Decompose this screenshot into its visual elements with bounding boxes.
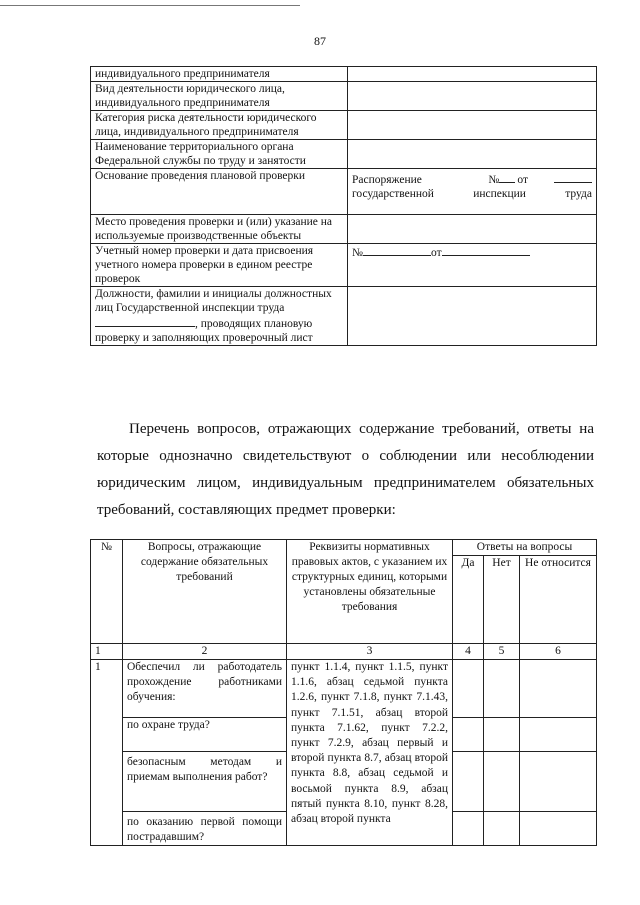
question-text: безопасным методам и приемам выполнения работ?: [123, 752, 287, 812]
basis-from-text: от: [517, 174, 528, 186]
checklist-table: [90, 539, 597, 846]
basis-value: [348, 169, 597, 215]
column-number: 4: [453, 644, 484, 660]
answer-na-cell[interactable]: [520, 812, 597, 846]
header-number: №: [91, 540, 123, 644]
row-label: Основание проведения плановой проверки: [91, 169, 348, 215]
question-text: Обеспечил ли работодатель прохождение работниками обучения:: [123, 660, 287, 718]
row-label: Учетный номер проверки и дата присвоения учетного номера проверки в едином реестре проверок: [91, 244, 348, 287]
row-label: Место проведения проверки и (или) указание на используемые производственные объекты: [91, 215, 348, 244]
row-label: [91, 287, 348, 346]
basis-line2-word2: инспекции: [473, 188, 526, 200]
column-numbers-row: [91, 644, 597, 660]
questions-list-intro: Перечень вопросов, отражающих содержание требований, ответы на которые однозначно свидетельствуют о соблюдении или несоблюдении юридическим лицом, индивидуальным предпринимателем обязательных требований, составляющих предмет проверки:: [97, 421, 594, 518]
date-blank: [442, 244, 530, 256]
basis-line2-word3: труда: [565, 188, 592, 200]
question-text: по охране труда?: [123, 718, 287, 752]
answer-yes-cell[interactable]: [453, 752, 484, 812]
date-blank: [554, 171, 592, 183]
header-questions: Вопросы, отражающие содержание обязательных требований: [123, 540, 287, 644]
row-value-cell: [348, 140, 597, 169]
row-label: Категория риска деятельности юридического лица, индивидуального предпринимателя: [91, 111, 348, 140]
number-blank: [363, 244, 431, 256]
inspectors-label-part3: проводящих плановую проверку и заполняющих проверочный лист: [95, 318, 313, 344]
column-number: 5: [484, 644, 520, 660]
row-value-cell: [348, 287, 597, 346]
answer-no-cell[interactable]: [484, 812, 520, 846]
page-top-edge-line: [0, 0, 300, 6]
inspectors-label-comma: ,: [195, 318, 198, 330]
answer-yes-cell[interactable]: [453, 660, 484, 718]
row-value-cell: [348, 67, 597, 82]
table-row: [91, 111, 597, 140]
basis-order-text: Распоряжение: [352, 174, 422, 186]
inspection-info-table: [90, 66, 597, 346]
header-requisites: Реквизиты нормативных правовых актов, с указанием их структурных единиц, которыми установлены обязательные требования: [287, 540, 453, 644]
header-not-applicable: Не относится: [520, 556, 597, 644]
answer-no-cell[interactable]: [484, 660, 520, 718]
question-text: по оказанию первой помощи пострадавшим?: [123, 812, 287, 846]
table-row: [91, 215, 597, 244]
table-row: [91, 169, 597, 215]
row-value-cell: [348, 215, 597, 244]
header-answers: Ответы на вопросы: [453, 540, 597, 556]
inspection-name-blank: [95, 315, 195, 327]
column-number: 1: [91, 644, 123, 660]
basis-line2-word1: государственной: [352, 188, 434, 200]
column-number: 2: [123, 644, 287, 660]
registry-number-sign: №: [352, 247, 363, 259]
answer-na-cell[interactable]: [520, 752, 597, 812]
row-label: Вид деятельности юридического лица, индивидуального предпринимателя: [91, 82, 348, 111]
row-label: Наименование территориального органа Федеральной службы по труду и занятости: [91, 140, 348, 169]
table-row: [91, 67, 597, 82]
answer-yes-cell[interactable]: [453, 718, 484, 752]
row-value-cell: [348, 111, 597, 140]
answer-no-cell[interactable]: [484, 718, 520, 752]
column-number: 3: [287, 644, 453, 660]
header-yes: Да: [453, 556, 484, 644]
question-number: 1: [91, 660, 123, 846]
page-number: 87: [314, 34, 326, 48]
requisites-text: пункт 1.1.4, пункт 1.1.5, пункт 1.1.6, абзац седьмой пункта 1.2.6, пункт 7.1.8, пункт 7.1.43, пункт 7.1.51, абзац второй пункта 7.1.62, пункт 7.2.2, пункт 7.2.9, абзац первый и второй пункта 8.7, абзац второй пункта 8.8, абзац седьмой и восьмой пункта 8.9, абзац пятый пункта 8.10, пункт 8.28, абзац второй пункта: [287, 660, 453, 846]
header-row: [91, 540, 597, 556]
basis-number-sign: №: [488, 174, 500, 186]
row-value-cell: [348, 82, 597, 111]
answer-yes-cell[interactable]: [453, 812, 484, 846]
table-row: [91, 660, 597, 718]
number-blank: [499, 171, 515, 183]
answer-na-cell[interactable]: [520, 660, 597, 718]
table-row: [91, 287, 597, 346]
answer-no-cell[interactable]: [484, 752, 520, 812]
table-row: [91, 140, 597, 169]
registry-from-text: от: [430, 247, 442, 259]
row-label: индивидуального предпринимателя: [91, 67, 348, 82]
registry-number-value: [348, 244, 597, 287]
header-no: Нет: [484, 556, 520, 644]
column-number: 6: [520, 644, 597, 660]
table-row: [91, 82, 597, 111]
answer-na-cell[interactable]: [520, 718, 597, 752]
table-row: [91, 244, 597, 287]
inspectors-label-part1: Должности, фамилии и инициалы должностных лиц Государственной инспекции труда: [95, 288, 332, 314]
